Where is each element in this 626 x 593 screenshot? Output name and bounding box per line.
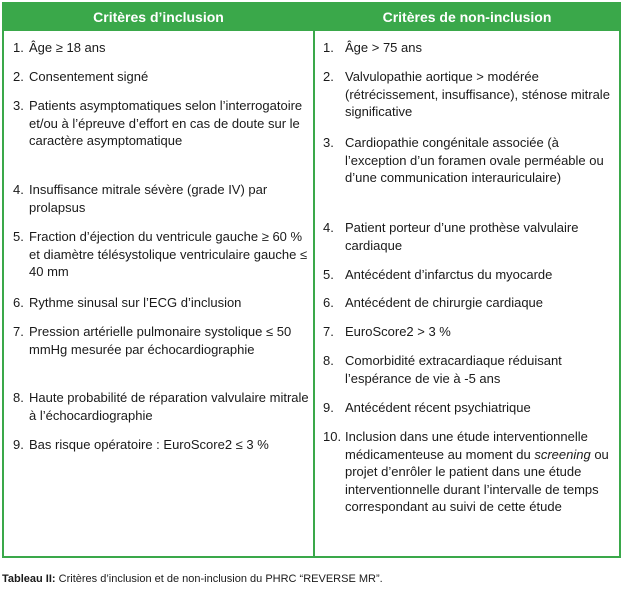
non-inclusion-item [323,68,613,121]
item-number: 6. [13,295,24,310]
item-number: 1. [323,40,334,55]
inclusion-item [13,68,309,86]
item-text: Insuffisance mitrale sévère (grade IV) par prolapsus [29,182,268,215]
item-text: Bas risque opératoire : EuroScore2 ≤ 3 % [29,437,269,452]
item-number: 4. [13,182,24,197]
item-number: 6. [323,295,334,310]
item-number: 9. [323,400,334,415]
item-number: 3. [323,135,334,150]
item-text: Cardiopathie congénitale associée (à l’exception d’un foramen ovale perméable ou d’une communication interauriculaire) [345,135,604,185]
non-inclusion-item [323,294,613,312]
inclusion-item [13,323,309,358]
header-non-inclusion: Critères de non-inclusion [315,4,619,31]
inclusion-item [13,97,309,150]
item-text: Comorbidité extracardiaque réduisant l’espérance de vie à -5 ans [345,353,562,386]
non-inclusion-item [323,352,613,387]
item-text: Antécédent d’infarctus du myocarde [345,267,553,282]
non-inclusion-item [323,134,613,187]
non-inclusion-item [323,428,613,516]
item-text: EuroScore2 > 3 % [345,324,451,339]
item-number: 4. [323,220,334,235]
column-divider [313,4,315,556]
item-number: 3. [13,98,24,113]
item-text: Haute probabilité de réparation valvulaire mitrale à l’échocardiographie [29,390,309,423]
item-number: 5. [323,267,334,282]
item-text: Antécédent de chirurgie cardiaque [345,295,544,310]
item-number: 2. [13,69,24,84]
item-text [345,428,613,516]
inclusion-item [13,181,309,216]
caption-label: Tableau II: [2,573,56,585]
non-inclusion-item [323,399,613,417]
item-number: 2. [323,69,334,84]
item-number: 1. [13,40,24,55]
item-number: 7. [13,324,24,339]
item-number: 7. [323,324,334,339]
item-text-after: ou projet d’enrôler le patient dans une étude interventionnelle durant l’intervalle de temps correspondant au suivi de cette étude [345,446,609,514]
item-number: 10. [323,429,342,444]
item-text: Pression artérielle pulmonaire systolique ≤ 50 mmHg mesurée par échocardiographie [29,324,292,357]
item-text: Patient porteur d’une prothèse valvulaire cardiaque [345,220,579,253]
item-text: Âge ≥ 18 ans [29,40,106,55]
item-text: Âge > 75 ans [345,40,422,55]
item-text: Rythme sinusal sur l’ECG d’inclusion [29,295,242,310]
item-number: 8. [323,353,334,368]
item-text-italic: screening [534,446,591,462]
item-text: Patients asymptomatiques selon l’interrogatoire et/ou à l’épreuve d’effort en cas de doute sur le caractère asymptomatique [29,98,303,148]
inclusion-item [13,39,309,57]
item-text: Valvulopathie aortique > modérée (rétrécissement, insuffisance), sténose mitrale significative [345,69,610,119]
non-inclusion-item [323,323,613,341]
criteria-table [2,2,621,558]
item-number: 9. [13,437,24,452]
inclusion-item [13,228,309,281]
item-number: 5. [13,229,24,244]
item-number: 8. [13,390,24,405]
item-text: Fraction d’éjection du ventricule gauche ≥ 60 % et diamètre télésystolique ventriculaire gauche ≤ 40 mm [29,229,308,279]
item-text: Antécédent récent psychiatrique [345,400,531,415]
non-inclusion-item [323,39,613,57]
header-inclusion: Critères d’inclusion [4,4,313,31]
inclusion-item [13,389,309,424]
item-text-before: Inclusion dans une étude interventionnelle médicamenteuse au moment du [345,429,588,462]
caption-text: Critères d’inclusion et de non-inclusion du PHRC “REVERSE MR”. [55,573,383,585]
non-inclusion-item [323,266,613,284]
table-caption [2,573,383,585]
inclusion-item [13,294,309,312]
inclusion-item [13,436,309,454]
non-inclusion-item [323,219,613,254]
item-text: Consentement signé [29,69,149,84]
